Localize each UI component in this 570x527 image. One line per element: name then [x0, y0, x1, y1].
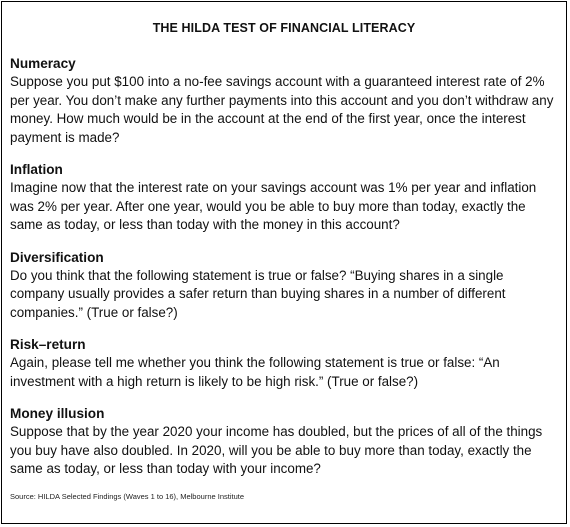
document-box [1, 1, 567, 524]
section-text: Suppose you put $100 into a no-fee savings account with a guaranteed interest rate of 2% per year. You don’t make any further payments into this account and you don’t withdraw any money. How much would be in the account at the end of the first year, once the interest payment is made? [10, 74, 554, 145]
section-text: Again, please tell me whether you think the following statement is true or false: “An investment with a high return is likely to be high risk.” (True or false?) [10, 355, 500, 389]
source-note: Source: HILDA Selected Findings (Waves 1 to 16), Melbourne Institute [10, 491, 245, 501]
section-numeracy [10, 54, 558, 147]
section-money-illusion [10, 404, 558, 479]
section-heading: Inflation [10, 162, 63, 177]
section-text: Do you think that the following statement is true or false? “Buying shares in a single company usually provides a safer return than buying shares in a number of different companies.” (True or false?) [10, 267, 506, 320]
section-heading: Numeracy [10, 56, 76, 71]
section-risk-return [10, 335, 558, 391]
section-diversification [10, 248, 558, 323]
section-heading: Risk–return [10, 337, 86, 352]
section-text: Imagine now that the interest rate on your savings account was 1% per year and inflation was 2% per year. After one year, would you be able to buy more than today, exactly the same as today, or less than today with the money in this account? [10, 180, 537, 232]
section-heading: Diversification [10, 249, 104, 265]
section-heading: Money illusion [10, 406, 105, 421]
section-inflation [10, 160, 558, 235]
document-title: THE HILDA TEST OF FINANCIAL LITERACY [152, 21, 416, 35]
section-text: Suppose that by the year 2020 your income has doubled, but the prices of all of the things you buy have also doubled. In 2020, will you be able to buy more than today, exactly the same as today, or less than today with your income? [10, 424, 543, 476]
